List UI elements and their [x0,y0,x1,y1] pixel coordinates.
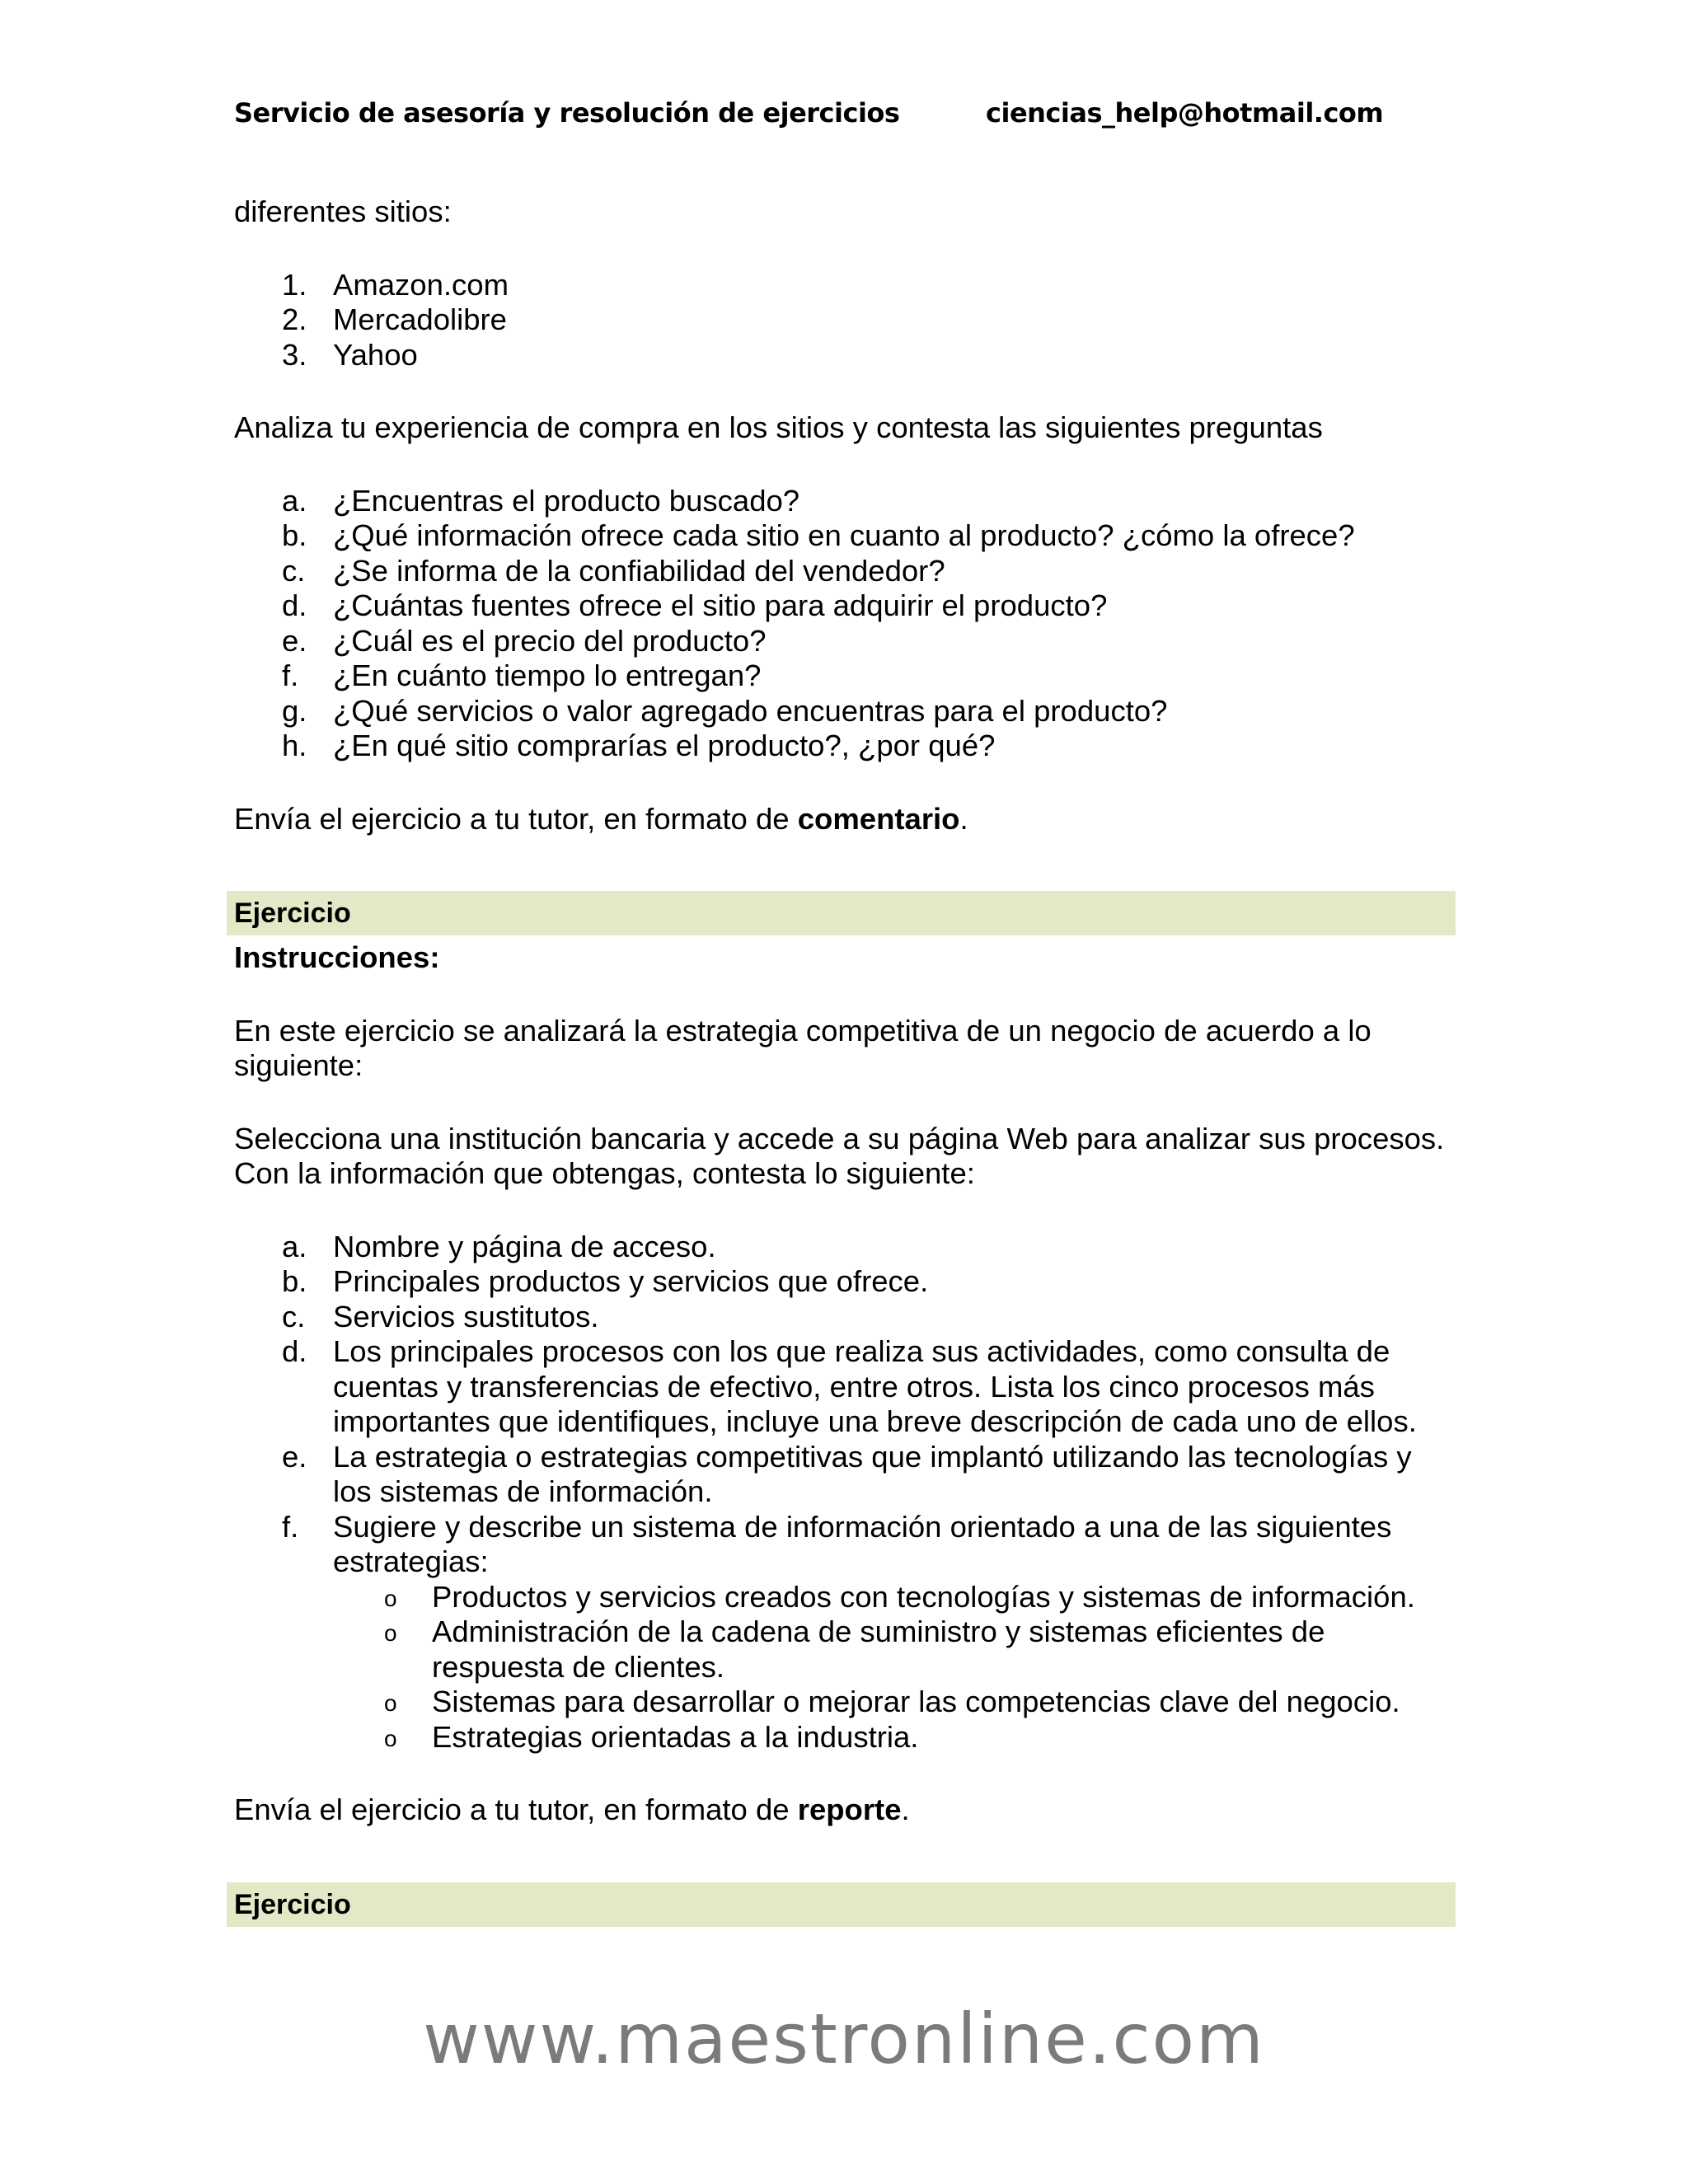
sublist-item-text: Estrategias orientadas a la industria. [432,1719,919,1754]
list-item [234,554,1454,589]
sublist-item [234,1580,1454,1615]
send-format: comentario [797,801,960,836]
list-item-text: Amazon.com [333,267,509,302]
list-item-text: ¿En cuánto tiempo lo entregan? [333,658,762,692]
list-marker: 3. [282,337,307,372]
list-item [234,1230,1454,1265]
list-item [234,1264,1454,1300]
list-item [234,588,1454,624]
send-format: reporte [797,1793,902,1826]
list-marker: e. [282,623,307,658]
list-marker: d. [282,588,307,622]
list-item [234,1300,1454,1335]
list-marker: a. [282,483,307,518]
list-marker: a. [282,1229,307,1263]
list-item [234,729,1454,764]
sites-list [234,268,1454,373]
list-item-text: ¿Cuántas fuentes ofrece el sitio para adquirir el producto? [333,588,1108,622]
list-marker: f. [282,658,299,692]
list-marker: 1. [282,267,307,302]
sublist-item-text: Administración de la cadena de suministro y sistemas eficientes de respuesta de clientes. [432,1615,1325,1684]
list-marker: d. [282,1334,307,1368]
list-item [234,1334,1454,1440]
list-item [234,268,1454,303]
list-item [234,694,1454,729]
tasks-list [234,1230,1454,1580]
list-item [234,484,1454,519]
list-item [234,658,1454,694]
intro-text: diferentes sitios: [234,194,452,228]
list-marker: g. [282,693,307,728]
exercise-band: Ejercicio [227,891,1456,935]
list-item-text: La estrategia o estrategias competitivas que implantó utilizando las tecnologías y los sistemas de información. [333,1439,1412,1508]
list-item-text: Sugiere y describe un sistema de información orientado a una de las siguientes estrategias: [333,1509,1392,1578]
list-item [234,338,1454,373]
send-instruction [234,1793,1454,1828]
list-marker: h. [282,729,307,762]
list-item-text: Mercadolibre [333,302,507,336]
list-item [234,1440,1454,1510]
sublist-marker: o [384,1620,397,1646]
list-item-text: Principales productos y servicios que ofrece. [333,1264,929,1298]
list-item [234,1510,1454,1580]
list-marker: b. [282,1264,307,1298]
exercise-band: Ejercicio [227,1882,1456,1927]
header-email: ciencias_help@hotmail.com [986,97,1384,129]
list-marker: f. [282,1509,299,1544]
list-marker: c. [282,553,306,588]
list-item-text: Los principales procesos con los que realiza sus actividades, como consulta de cuentas y transferencias de efectivo, entre otros. Lista los cinco procesos más importantes que identifiques, incluye una breve descripción de cada uno de ellos. [333,1334,1417,1438]
sublist-item-text: Productos y servicios creados con tecnologías y sistemas de información. [432,1579,1415,1614]
list-item [234,518,1454,554]
list-item-text: Nombre y página de acceso. [333,1229,716,1263]
instructions-paragraph: Selecciona una institución bancaria y accede a su página Web para analizar sus procesos. Con la información que obtengas, contesta lo siguiente: [234,1121,1445,1190]
send-suffix: . [901,1793,910,1826]
questions-list [234,484,1454,764]
footer-watermark: www.maestronline.com [423,1999,1265,2079]
list-item-text: Servicios sustitutos. [333,1299,599,1333]
sublist-item [234,1720,1454,1755]
sublist-item-text: Sistemas para desarrollar o mejorar las competencias clave del negocio. [432,1685,1400,1718]
send-suffix: . [959,801,968,836]
prompt-text: Analiza tu experiencia de compra en los sitios y contesta las siguientes preguntas [234,410,1323,444]
list-item [234,624,1454,659]
list-item-text: ¿En qué sitio comprarías el producto?, ¿por qué? [333,729,996,762]
sublist-marker: o [384,1585,397,1611]
sublist-item [234,1615,1454,1685]
instructions-title: Instrucciones: [234,940,440,974]
send-instruction [234,802,1454,837]
list-item-text: ¿Qué servicios o valor agregado encuentras para el producto? [333,693,1168,728]
list-marker: e. [282,1439,307,1474]
list-item-text: Yahoo [333,337,418,372]
sublist-marker: o [384,1690,397,1716]
list-item-text: ¿Se informa de la confiabilidad del vendedor? [333,553,945,588]
list-item [234,302,1454,338]
header-title: Servicio de asesoría y resolución de ejercicios [234,97,900,129]
send-prefix: Envía el ejercicio a tu tutor, en formato de [234,1793,798,1826]
list-marker: b. [282,518,307,552]
page-content [234,194,1454,1927]
list-marker: 2. [282,302,307,336]
strategies-sublist [234,1580,1454,1755]
send-prefix: Envía el ejercicio a tu tutor, en formato de [234,801,798,836]
instructions-paragraph: En este ejercicio se analizará la estrategia competitiva de un negocio de acuerdo a lo siguiente: [234,1013,1372,1082]
sublist-item [234,1685,1454,1720]
list-item-text: ¿Qué información ofrece cada sitio en cuanto al producto? ¿cómo la ofrece? [333,518,1355,552]
sublist-marker: o [384,1725,397,1751]
list-item-text: ¿Encuentras el producto buscado? [333,483,800,518]
list-item-text: ¿Cuál es el precio del producto? [333,623,767,658]
list-marker: c. [282,1299,306,1333]
